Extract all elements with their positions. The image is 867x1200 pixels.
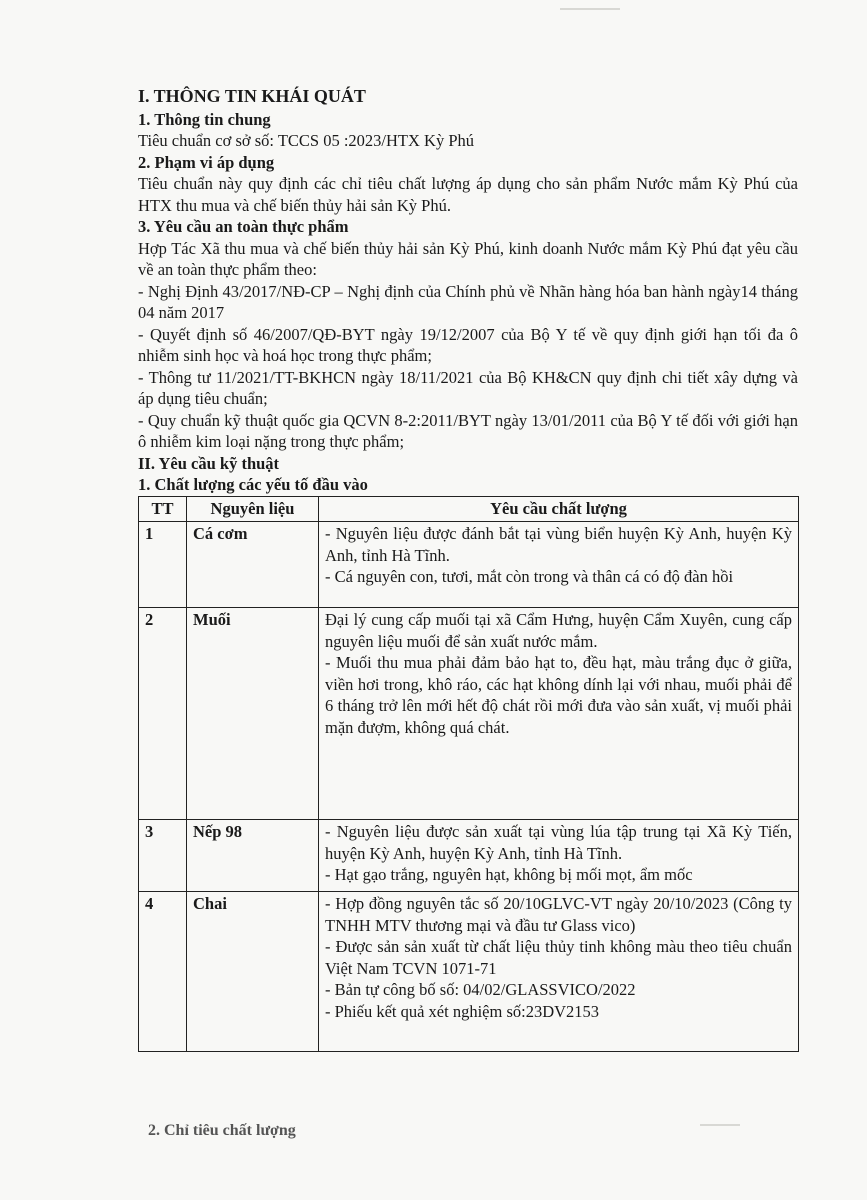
quality-line: - Muối thu mua phải đảm bảo hạt to, đều hạt, màu trắng đục ở giữa, viền hơi trong, khô ráo, các hạt không dính lại với nhau, muối phải để 6 tháng trở lên mới hết độ chát rồi mới đưa vào sản xuất, vị muối phải mặn đượm, không quá chát. [325,653,792,737]
table-row [139,608,799,820]
header-tt: TT [139,496,187,522]
quality-cell [319,522,799,608]
subheading-quality-criteria: 2. Chỉ tiêu chất lượng [148,1122,296,1139]
row-number: 3 [139,820,187,892]
subheading-scope: 2. Phạm vi áp dụng [138,152,275,172]
material-name: Cá cơm [187,522,319,608]
quality-line: - Nguyên liệu được đánh bắt tại vùng biển huyện Kỳ Anh, huyện Kỳ Anh, tỉnh Hà Tĩnh. [325,524,792,565]
scan-speck [700,1124,740,1126]
regulation-item: - Nghị Định 43/2017/NĐ-CP – Nghị định của Chính phủ về Nhãn hàng hóa ban hành ngày14 tháng 04 năm 2017 [138,281,798,322]
subheading-inputs: 1. Chất lượng các yếu tố đầu vào [138,475,368,494]
row-number: 4 [139,892,187,1052]
row-number: 2 [139,608,187,820]
quality-line: - Hạt gạo trắng, nguyên hạt, không bị mối mọt, ẩm mốc [325,865,693,884]
header-quality: Yêu cầu chất lượng [319,496,799,522]
quality-cell [319,820,799,892]
quality-line: - Bản tự công bố số: 04/02/GLASSVICO/2022 [325,980,636,999]
header-material: Nguyên liệu [187,496,319,522]
document-body [138,86,798,1052]
input-quality-table [138,496,799,1053]
material-name: Muối [187,608,319,820]
quality-line: - Cá nguyên con, tươi, mắt còn trong và thân cá có độ đàn hồi [325,567,734,586]
regulation-item: - Thông tư 11/2021/TT-BKHCN ngày 18/11/2021 của Bộ KH&CN quy định chi tiết xây dựng và áp dụng tiêu chuẩn; [138,367,798,408]
section-heading-technical: II. Yêu cầu kỹ thuật [138,453,280,473]
section-heading-general-info: I. THÔNG TIN KHÁI QUÁT [138,86,366,106]
table-row [139,522,799,608]
scan-speck [560,8,620,10]
quality-cell [319,892,799,1052]
material-name: Nếp 98 [187,820,319,892]
quality-cell [319,608,799,820]
subheading-general: 1. Thông tin chung [138,109,271,129]
quality-line: - Nguyên liệu được sản xuất tại vùng lúa tập trung tại Xã Kỳ Tiến, huyện Kỳ Anh, huyện Kỳ Anh, tỉnh Hà Tĩnh. [325,822,792,863]
subheading-food-safety: 3. Yêu cầu an toàn thực phẩm [138,217,349,236]
standard-number: Tiêu chuẩn cơ sở số: TCCS 05 :2023/HTX Kỳ Phú [138,131,475,150]
table-row [139,892,799,1052]
scope-text: Tiêu chuẩn này quy định các chỉ tiêu chất lượng áp dụng cho sản phẩm Nước mắm Kỳ Phú của HTX thu mua và chế biến thủy hải sản Kỳ Phú. [138,174,798,215]
quality-line: - Được sản sản xuất từ chất liệu thủy tinh không màu theo tiêu chuẩn Việt Nam TCVN 1071-71 [325,937,792,978]
table-row [139,820,799,892]
row-number: 1 [139,522,187,608]
regulation-item: - Quyết định số 46/2007/QĐ-BYT ngày 19/12/2007 của Bộ Y tế về quy định giới hạn tối đa ô nhiễm sinh học và hoá học trong thực phẩm; [138,324,798,365]
quality-line: - Hợp đồng nguyên tắc số 20/10GLVC-VT ngày 20/10/2023 (Công ty TNHH MTV thương mại và đầu tư Glass vico) [325,894,792,935]
quality-line: - Phiếu kết quả xét nghiệm số:23DV2153 [325,1001,600,1021]
quality-line: Đại lý cung cấp muối tại xã Cẩm Hưng, huyện Cẩm Xuyên, cung cấp nguyên liệu muối để sản xuất nước mắm. [325,610,792,651]
regulation-item: - Quy chuẩn kỹ thuật quốc gia QCVN 8-2:2011/BYT ngày 13/01/2011 của Bộ Y tế đối với giới hạn ô nhiễm kim loại nặng trong thực phẩm; [138,410,798,451]
material-name: Chai [187,892,319,1052]
food-safety-intro: Hợp Tác Xã thu mua và chế biến thủy hải sản Kỳ Phú, kinh doanh Nước mắm Kỳ Phú đạt yêu cầu về an toàn thực phẩm theo: [138,238,798,279]
table-header-row [139,496,799,522]
